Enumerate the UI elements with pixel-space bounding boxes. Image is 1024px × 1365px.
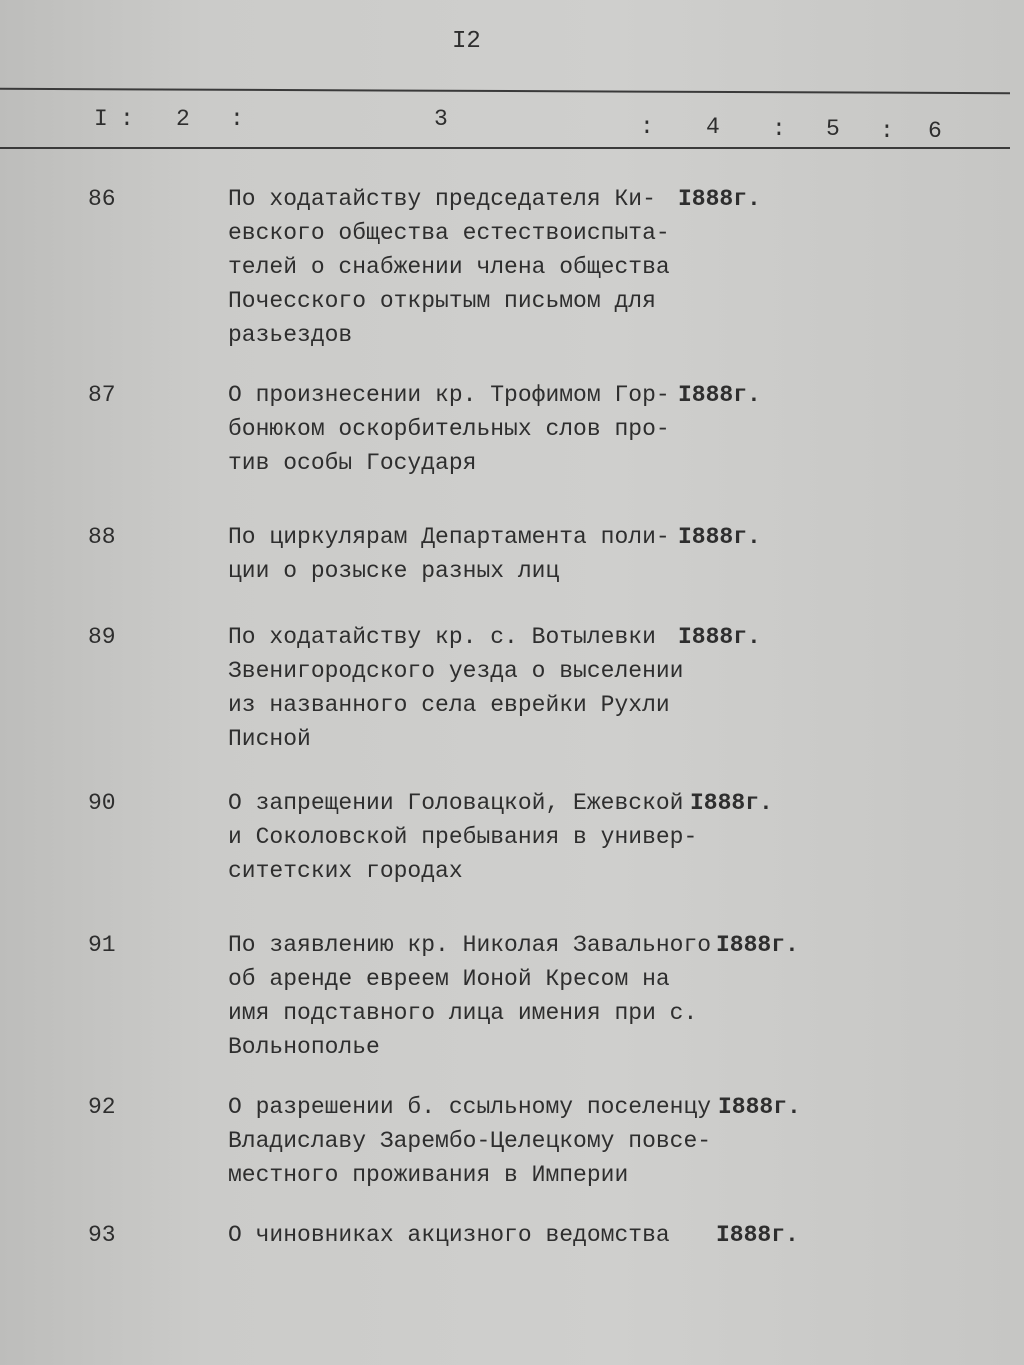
column-header-4: 4	[706, 114, 720, 140]
entry-description	[228, 1218, 670, 1252]
description-line: Владиславу Зарембо-Целецкому повсе-	[228, 1128, 712, 1154]
description-line: ситетских городах	[228, 858, 463, 884]
entry-year: I888г.	[678, 382, 761, 408]
description-line: имя подставного лица имения при с.	[228, 1000, 698, 1026]
column-header-3: 3	[434, 106, 448, 132]
description-line: О произнесении кр. Трофимом Гор-	[228, 382, 670, 408]
column-header-2: 2	[176, 106, 190, 132]
entry-number: 87	[88, 382, 116, 408]
entry-number: 92	[88, 1094, 116, 1120]
description-line: По циркулярам Департамента поли-	[228, 524, 670, 550]
entry-description	[228, 378, 670, 480]
entry-year: I888г.	[678, 524, 761, 550]
entry-description	[228, 520, 670, 588]
header-top-rule	[0, 88, 1010, 94]
column-header-6: 6	[928, 118, 942, 144]
description-line: бонюком оскорбительных слов про-	[228, 416, 670, 442]
page-number: I2	[452, 28, 481, 55]
description-line: местного проживания в Империи	[228, 1162, 629, 1188]
entry-description	[228, 182, 670, 352]
entry-year: I888г.	[716, 932, 799, 958]
entry-description	[228, 928, 711, 1064]
entry-description	[228, 1090, 711, 1192]
description-line: Почесского открытым письмом для	[228, 288, 656, 314]
description-line: О чиновниках акцизного ведомства	[228, 1222, 670, 1248]
entry-description	[228, 786, 697, 888]
entry-year: I888г.	[716, 1222, 799, 1248]
description-line: тив особы Государя	[228, 450, 477, 476]
column-separator: :	[640, 114, 654, 140]
entry-year: I888г.	[678, 186, 761, 212]
description-line: Вольнополье	[228, 1034, 380, 1060]
entry-year: I888г.	[718, 1094, 801, 1120]
column-header-1: I	[94, 106, 108, 132]
column-separator: :	[120, 106, 134, 132]
entry-number: 88	[88, 524, 116, 550]
entry-description	[228, 620, 683, 756]
entry-number: 89	[88, 624, 116, 650]
description-line: Звенигородского уезда о выселении	[228, 658, 684, 684]
description-line: из названного села еврейки Рухли	[228, 692, 670, 718]
entry-year: I888г.	[678, 624, 761, 650]
column-separator: :	[772, 116, 786, 142]
description-line: По ходатайству кр. с. Вотылевки	[228, 624, 656, 650]
entry-number: 93	[88, 1222, 116, 1248]
description-line: разьездов	[228, 322, 353, 348]
entry-year: I888г.	[690, 790, 773, 816]
description-line: ции о розыске разных лиц	[228, 558, 560, 584]
entry-number: 86	[88, 186, 116, 212]
description-line: об аренде евреем Ионой Кресом на	[228, 966, 670, 992]
column-header-5: 5	[826, 116, 840, 142]
entry-number: 90	[88, 790, 116, 816]
header-bottom-rule	[0, 147, 1010, 149]
description-line: По заявлению кр. Николая Завального	[228, 932, 712, 958]
description-line: и Соколовской пребывания в универ-	[228, 824, 698, 850]
description-line: По ходатайству председателя Ки-	[228, 186, 656, 212]
entry-number: 91	[88, 932, 116, 958]
description-line: Писной	[228, 726, 311, 752]
description-line: О разрешении б. ссыльному поселенцу	[228, 1094, 712, 1120]
description-line: евского общества естествоиспыта-	[228, 220, 670, 246]
column-separator: :	[230, 106, 244, 132]
description-line: телей о снабжении члена общества	[228, 254, 670, 280]
description-line: О запрещении Головацкой, Ежевской	[228, 790, 684, 816]
column-separator: :	[880, 118, 894, 144]
